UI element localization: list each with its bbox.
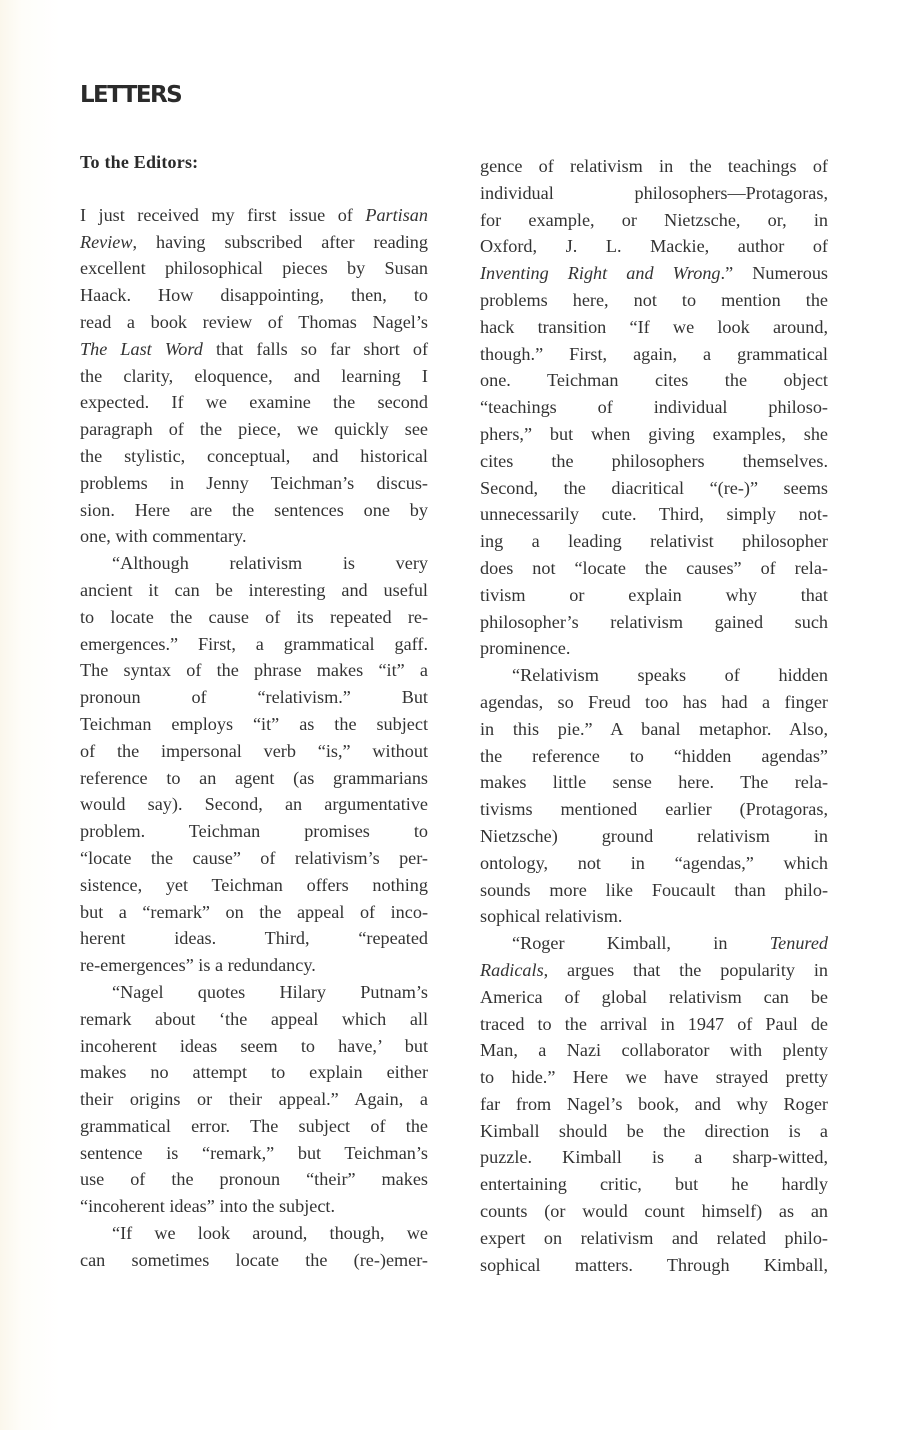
text-line: Inventing Right and Wrong.” Numerous (480, 263, 829, 284)
text-line: philosopher’s relativism gained such (480, 611, 828, 632)
text-line: herent ideas. Third, “repeated (80, 928, 428, 949)
text-line: re-emergences” is a redundancy. (80, 955, 316, 976)
text-line: unnecessarily cute. Third, simply not- (480, 504, 828, 525)
text-line: “teachings of individual philoso- (480, 397, 828, 418)
text-line: read a book review of Thomas Nagel’s (80, 311, 428, 332)
text-line: reference to an agent (as grammarians (80, 767, 428, 788)
text-line: “If we look around, though, we (112, 1223, 428, 1244)
text-line: tivisms mentioned earlier (Protagoras, (480, 799, 828, 820)
left-column (80, 149, 428, 1274)
text-line: remark about ‘the appeal which all (80, 1008, 428, 1029)
text-line: individual philosophers—Protagoras, (480, 182, 828, 203)
text-line: “Roger Kimball, in Tenured (512, 933, 828, 954)
text-line: ontology, not in “agendas,” which (480, 852, 828, 873)
text-line: prominence. (480, 638, 571, 659)
text-line: pronoun of “relativism.” But (80, 687, 428, 708)
text-line: sophical relativism. (480, 906, 623, 927)
text-line: one, with commentary. (80, 526, 247, 547)
text-line: puzzle. Kimball is a sharp-witted, (480, 1147, 828, 1168)
text-line: the reference to “hidden agendas” (480, 745, 828, 766)
text-line: incoherent ideas seem to have,’ but (80, 1035, 428, 1056)
text-line: sistence, yet Teichman offers nothing (80, 874, 428, 895)
left-column-text (80, 202, 428, 1274)
text-line: sounds more like Foucault than philo- (480, 879, 828, 900)
text-line: “Relativism speaks of hidden (512, 665, 828, 686)
text-line: Man, a Nazi collaborator with plenty (480, 1040, 828, 1061)
text-line: Teichman employs “it” as the subject (80, 713, 428, 734)
text-line: to hide.” Here we have strayed pretty (480, 1067, 828, 1088)
text-line: would say). Second, an argumentative (80, 794, 428, 815)
text-line: ing a leading relativist philosopher (480, 531, 828, 552)
text-line: “incoherent ideas” into the subject. (80, 1196, 336, 1217)
text-line: makes little sense here. The rela- (480, 772, 828, 793)
text-line: traced to the arrival in 1947 of Paul de (480, 1013, 828, 1034)
text-line: problems here, not to mention the (480, 289, 828, 310)
text-line: phers,” but when giving examples, she (480, 423, 828, 444)
text-line: Haack. How disappointing, then, to (80, 285, 428, 306)
text-line: America of global relativism can be (480, 986, 828, 1007)
text-line: hack transition “If we look around, (480, 316, 828, 337)
text-line: agendas, so Freud too has had a finger (480, 691, 828, 712)
text-line: Radicals, argues that the popularity in (480, 959, 828, 980)
text-line: cites the philosophers themselves. (480, 450, 828, 471)
text-line: Kimball should be the direction is a (480, 1120, 828, 1141)
section-heading: LETTERS (80, 82, 182, 108)
right-column-text (480, 153, 828, 1278)
text-line: Second, the diacritical “(re-)” seems (480, 477, 828, 498)
text-line: “Although relativism is very (112, 553, 428, 574)
text-line: sophical matters. Through Kimball, (480, 1254, 828, 1275)
text-line: sentence is “remark,” but Teichman’s (80, 1142, 428, 1163)
text-line: Oxford, J. L. Mackie, author of (480, 236, 828, 257)
text-line: problem. Teichman promises to (80, 821, 428, 842)
text-line: their origins or their appeal.” Again, a (80, 1089, 428, 1110)
text-line: I just received my first issue of Partisan (80, 204, 428, 225)
text-line: expert on relativism and related philo- (480, 1227, 828, 1248)
text-line: excellent philosophical pieces by Susan (80, 258, 428, 279)
text-line: problems in Jenny Teichman’s discus- (80, 472, 428, 493)
salutation: To the Editors: (80, 152, 199, 172)
text-line: in this pie.” A banal metaphor. Also, (480, 718, 828, 739)
text-line: gence of relativism in the teachings of (480, 156, 828, 176)
text-line: does not “locate the causes” of rela- (480, 557, 828, 578)
right-column (480, 149, 828, 1278)
text-line: grammatical error. The subject of the (80, 1115, 428, 1136)
text-line: but a “remark” on the appeal of inco- (80, 901, 428, 922)
text-line: though.” First, again, a grammatical (480, 343, 828, 364)
text-line: Review, having subscribed after reading (80, 231, 428, 252)
text-line: the clarity, eloquence, and learning I (80, 365, 428, 386)
text-line: The syntax of the phrase makes “it” a (80, 660, 428, 681)
text-line: one. Teichman cites the object (480, 370, 828, 391)
text-line: the stylistic, conceptual, and historical (80, 445, 428, 466)
text-line: The Last Word that falls so far short of (80, 338, 428, 359)
text-line: expected. If we examine the second (80, 392, 428, 413)
text-line: “locate the cause” of relativism’s per- (80, 847, 428, 868)
text-line: use of the pronoun “their” makes (80, 1169, 428, 1190)
text-line: sion. Here are the sentences one by (80, 499, 428, 520)
text-line: far from Nagel’s book, and why Roger (480, 1093, 828, 1114)
text-line: can sometimes locate the (re-)emer- (80, 1249, 428, 1270)
text-line: paragraph of the piece, we quickly see (80, 419, 428, 440)
text-line: of the impersonal verb “is,” without (80, 740, 428, 761)
text-line: for example, or Nietzsche, or, in (480, 209, 828, 230)
text-line: emergences.” First, a grammatical gaff. (80, 633, 428, 654)
text-line: ancient it can be interesting and useful (80, 579, 428, 600)
text-line: makes no attempt to explain either (80, 1062, 428, 1083)
text-line: tivism or explain why that (480, 584, 828, 605)
text-line: Nietzsche) ground relativism in (480, 825, 828, 846)
text-line: “Nagel quotes Hilary Putnam’s (112, 981, 428, 1002)
text-line: counts (or would count himself) as an (480, 1201, 828, 1222)
text-line: to locate the cause of its repeated re- (80, 606, 428, 627)
text-line: entertaining critic, but he hardly (480, 1174, 828, 1195)
